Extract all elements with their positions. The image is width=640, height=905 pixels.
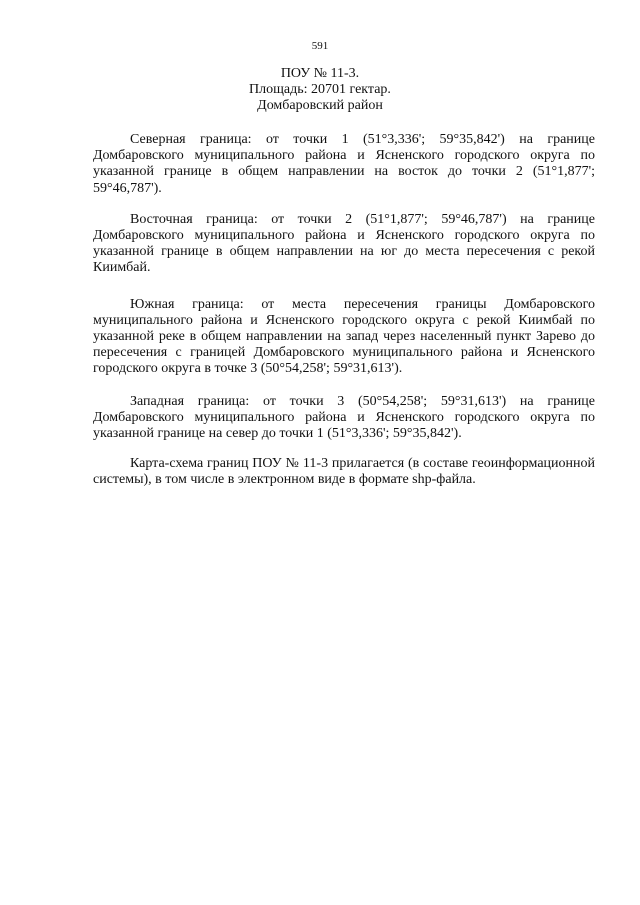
header-title: ПОУ № 11-3.: [280, 66, 360, 81]
document-body: [93, 132, 595, 489]
paragraph-south-border: Южная граница: от места пересечения границы Домбаровского муниципального района и Ясненского городского округа с рекой Киимбай по указанной реке в общем направлении на запад через населенный пункт Зарево до пересечения с границей Домбаровского муниципального района и Ясненского городского округа в точке 3 (50°54,258'; 59°31,613').: [93, 296, 595, 377]
page-number: 591: [311, 40, 329, 52]
paragraph-east-border: Восточная граница: от точки 2 (51°1,877'; 59°46,787') на границе Домбаровского муниципального района и Ясненского городского округа по указанной границе в общем направлении на юг до места пересечения с рекой Киимбай.: [93, 211, 595, 276]
paragraph-west-border: Западная граница: от точки 3 (50°54,258'; 59°31,613') на границе Домбаровского муниципального района и Ясненского городского округа по указанной границе на север до точки 1 (51°3,336'; 59°35,842').: [93, 393, 595, 442]
paragraph-north-border: Северная граница: от точки 1 (51°3,336'; 59°35,842') на границе Домбаровского муниципального района и Ясненского городского округа по указанной границе в общем направлении на восток до точки 2 (51°1,877'; 59°46,787').: [93, 132, 595, 196]
document-header: [0, 66, 640, 114]
header-area: Площадь: 20701 гектар.: [249, 82, 391, 97]
header-district: Домбаровский район: [257, 98, 383, 113]
paragraph-map-note: Карта-схема границ ПОУ № 11-3 прилагается (в составе геоинформационной системы), в том числе в электронном виде в формате shp-файла.: [93, 456, 595, 488]
